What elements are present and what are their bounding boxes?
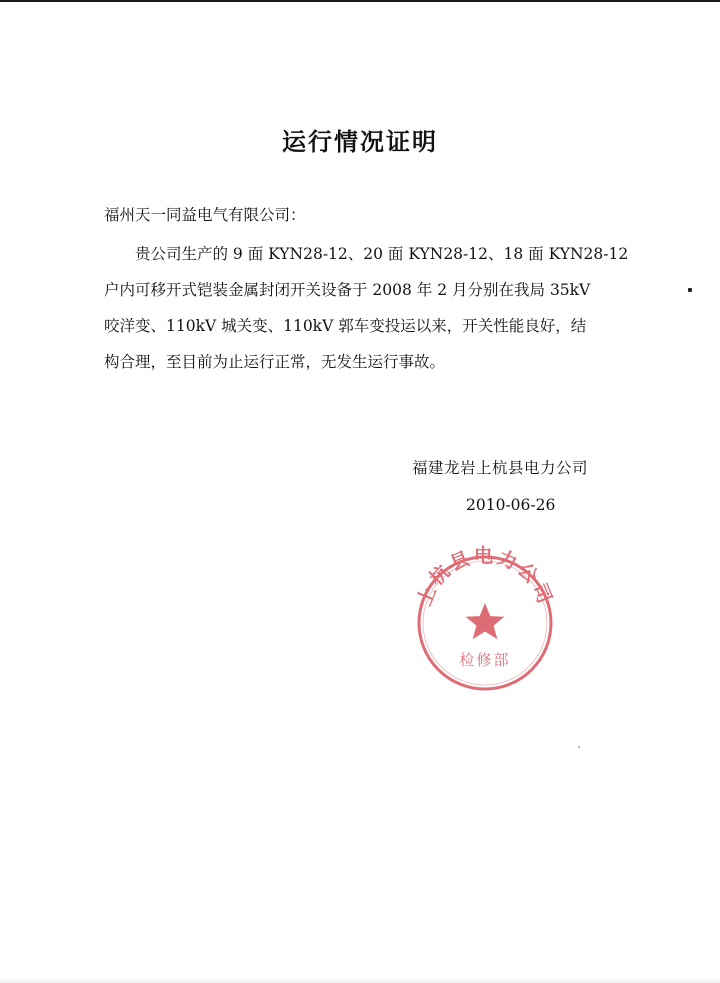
body-line: 咬洋变、110kV 城关变、110kV 郭车变投运以来，开关性能良好，结 — [104, 317, 587, 335]
official-seal-stamp — [405, 543, 565, 703]
scan-speck — [578, 746, 580, 748]
signature-company: 福建龙岩上杭县电力公司 — [412, 459, 589, 477]
scan-edge-shade — [0, 977, 720, 983]
scan-speck — [688, 288, 692, 292]
body-line: 贵公司生产的 9 面 KYN28-12、20 面 KYN28-12、18 面 KYN28-12 — [135, 245, 629, 263]
salutation: 福州天一同益电气有限公司： — [104, 206, 306, 224]
stamp-arc-text: 上杭县电力公司 — [413, 545, 557, 610]
body-paragraph — [104, 236, 629, 380]
scan-edge-line — [0, 0, 720, 2]
signature-date: 2010-06-26 — [466, 496, 556, 514]
body-line: 构合理，至目前为止运行正常，无发生运行事故。 — [104, 353, 446, 371]
document-title: 运行情况证明 — [282, 128, 438, 156]
stamp-center-text: 检修部 — [459, 651, 511, 669]
stamp-star-icon — [466, 603, 505, 639]
body-line: 户内可移开式铠装金属封闭开关设备于 2008 年 2 月分别在我局 35kV — [104, 281, 591, 299]
